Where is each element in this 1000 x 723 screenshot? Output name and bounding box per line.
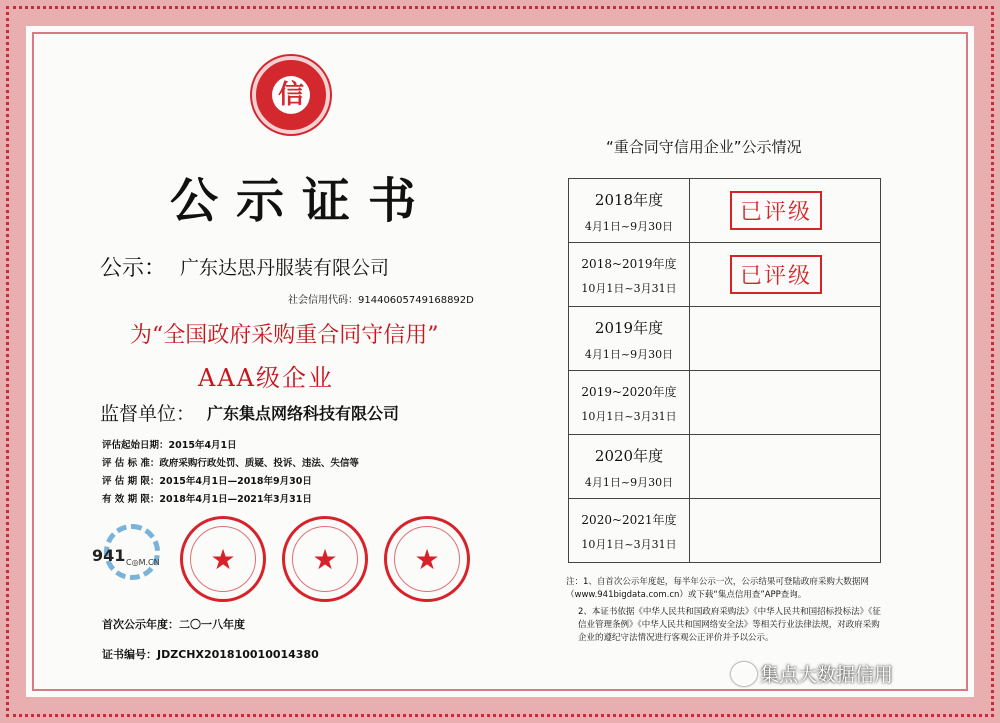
company-name: 广东达思丹服装有限公司 bbox=[180, 257, 390, 279]
honor-line-1: 为“全国政府采购重合同守信用” bbox=[130, 323, 439, 348]
official-stamp-1 bbox=[180, 516, 266, 602]
row-year: 2019~2020年度 bbox=[581, 385, 677, 399]
supervisor-label: 监督单位： bbox=[100, 403, 196, 425]
rated-stamp: 已评级 bbox=[730, 191, 822, 230]
certificate-title: 公示证书 bbox=[170, 173, 435, 229]
row-range: 4月1日~9月30日 bbox=[584, 476, 674, 489]
wechat-icon bbox=[731, 662, 757, 686]
supervisor-value: 广东集点网络科技有限公司 bbox=[207, 404, 400, 423]
table-row bbox=[569, 243, 881, 307]
credit-seal-logo bbox=[252, 56, 330, 134]
table-row bbox=[569, 307, 881, 371]
status-cell bbox=[690, 371, 881, 435]
publicity-label: 公示： bbox=[100, 256, 167, 281]
row-year: 2020年度 bbox=[594, 447, 664, 465]
row-year: 2019年度 bbox=[594, 319, 664, 337]
star-icon: ★ bbox=[210, 543, 236, 576]
status-cell bbox=[690, 499, 881, 563]
note-1: 注：1、自首次公示年度起，每半年公示一次，公示结果可登陆政府采购大数据网（www.941bigdata.com.cn）或下载“集点信用查”APP查询。 bbox=[566, 577, 869, 600]
watermark-text: 集点大数据信用 bbox=[760, 664, 894, 686]
seal-char: 信 bbox=[272, 76, 310, 114]
info-standard: 评 估 标 准：政府采购行政处罚、质疑、投诉、违法、失信等 bbox=[102, 458, 359, 469]
credit-code: 社会信用代码：91440605749168892D bbox=[288, 295, 474, 306]
star-icon: ★ bbox=[414, 543, 440, 576]
row-range: 10月1日~3月31日 bbox=[581, 538, 677, 551]
publicity-table-title: “重合同守信用企业”公示情况 bbox=[606, 138, 802, 156]
row-range: 4月1日~9月30日 bbox=[584, 220, 674, 233]
honor-line-2: AAA级企业 bbox=[198, 364, 334, 392]
first-publicity-year: 首次公示年度：二〇一八年度 bbox=[102, 618, 245, 631]
note-2: 2、本证书依据《中华人民共和国政府采购法》《中华人民共和国招标投标法》《征信业管理条例》《中华人民共和国网络安全法》等相关行业法律法规，对政府采购企业的遵纪守法情况进行客观公正评价并予以公示。 bbox=[578, 607, 881, 643]
logo-number: 941 bbox=[92, 546, 126, 565]
status-cell bbox=[690, 307, 881, 371]
table-row bbox=[569, 179, 881, 243]
table-row bbox=[569, 435, 881, 499]
row-range: 10月1日~3月31日 bbox=[581, 410, 677, 423]
row-range: 10月1日~3月31日 bbox=[581, 282, 677, 295]
table-row bbox=[569, 371, 881, 435]
info-period: 评 估 期 限：2015年4月1日—2018年9月30日 bbox=[102, 476, 312, 487]
rated-stamp: 已评级 bbox=[730, 255, 822, 294]
row-year: 2018年度 bbox=[594, 191, 664, 209]
info-validity: 有 效 期 限：2018年4月1日—2021年3月31日 bbox=[102, 494, 312, 505]
official-stamp-2 bbox=[282, 516, 368, 602]
info-start-date: 评估起始日期：2015年4月1日 bbox=[102, 440, 237, 451]
certificate-number: 证书编号：JDZCHX201810010014380 bbox=[102, 648, 319, 661]
logo-domain: C◎M.CN bbox=[126, 558, 160, 567]
star-icon: ★ bbox=[312, 543, 338, 576]
publicity-table bbox=[568, 178, 881, 563]
941-logo bbox=[92, 524, 167, 586]
row-year: 2018~2019年度 bbox=[581, 257, 677, 271]
status-cell bbox=[690, 435, 881, 499]
table-row bbox=[569, 499, 881, 563]
row-range: 4月1日~9月30日 bbox=[584, 348, 674, 361]
row-year: 2020~2021年度 bbox=[581, 513, 677, 527]
official-stamp-3 bbox=[384, 516, 470, 602]
